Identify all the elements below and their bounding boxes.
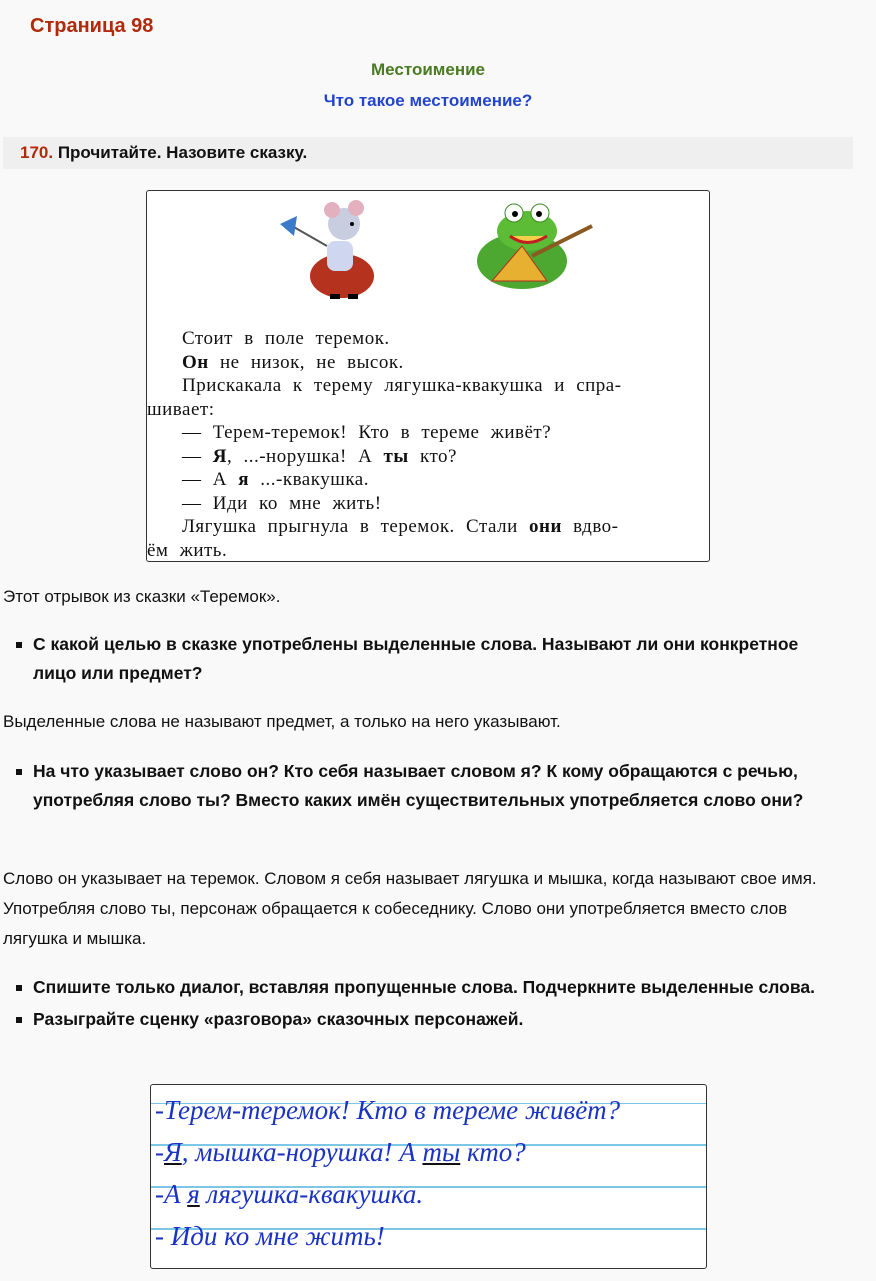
text: -А (155, 1179, 188, 1209)
text: — Иди ко мне жить! (182, 492, 382, 514)
subtopic-heading: Что такое местоимение? (323, 91, 533, 110)
underlined-word: Я (164, 1137, 182, 1167)
text: ...-квакушка. (249, 469, 369, 490)
page-title: Страница 98 (30, 15, 154, 37)
text-line (182, 421, 697, 445)
text: - (155, 1137, 164, 1167)
underlined-word: ты (422, 1137, 461, 1167)
question-list (0, 630, 843, 691)
text-line (182, 468, 697, 492)
underlined-word: я (187, 1179, 200, 1209)
text-line (147, 539, 697, 563)
text: — А (182, 469, 239, 490)
highlighted-word: я (238, 469, 250, 490)
paragraph: Этот отрывок из сказки «Теремок». (3, 587, 281, 606)
answer: Выделенные слова не называют предмет, а только на него указывают. (3, 712, 561, 731)
topic-heading: Местоимение (371, 60, 485, 79)
mouse-illustration (272, 196, 397, 301)
question: С какой целью в сказке употреблены выделенные слова. Называют ли они конкретное лицо или предмет? (33, 630, 843, 688)
exercise-header (3, 137, 853, 169)
text: не низок, не высок. (208, 351, 404, 373)
highlighted-word: ты (383, 445, 409, 467)
text: — Терем-теремок! Кто в тереме живёт? (182, 422, 552, 443)
exercise-task: Прочитайте. Назовите сказку. (57, 143, 308, 162)
question: На что указывает слово он? Кто себя называет словом я? К кому обращаются с речью, употребляя слово ты? Вместо каких имён существительных употребляется слово они? (33, 757, 843, 815)
text: , мышка-норушка! А (181, 1137, 423, 1167)
highlighted-word: Он (182, 351, 209, 373)
question: Спишите только диалог, вставляя пропущенные слова. Подчеркните выделенные слова. (33, 973, 843, 1002)
text: ём жить. (147, 539, 228, 561)
handwritten-line (155, 1137, 526, 1168)
text: кто? (460, 1137, 526, 1167)
text: вдво- (561, 516, 619, 537)
text: лягушка-квакушка. (199, 1179, 424, 1209)
text-line (182, 374, 697, 398)
exercise-number: 170. (20, 143, 54, 162)
text-line (147, 398, 697, 422)
question-list (0, 757, 843, 818)
highlighted-word: они (529, 516, 562, 537)
text-line (182, 351, 697, 375)
question: Разыграйте сценку «разговора» сказочных персонажей. (33, 1005, 843, 1034)
text-line (182, 492, 697, 516)
text-line (182, 445, 697, 469)
text: Стоит в поле теремок. (182, 328, 390, 349)
handwritten-line (155, 1179, 423, 1210)
handwritten-line: - Иди ко мне жить! (155, 1221, 385, 1251)
handwritten-line: -Терем-теремок! Кто в тереме живёт? (155, 1095, 621, 1125)
text-line (182, 515, 697, 539)
text: кто? (408, 445, 457, 467)
textbook-excerpt (146, 190, 710, 562)
answer: Слово он указывает на теремок. Словом я себя называет лягушка и мышка, когда называют свое имя. Употребляя слово ты, персонаж обращается к собеседнику. Слово они употребляется вместо слов лягушка и мышка. (3, 869, 817, 948)
text: Прискакала к терему лягушка-квакушка и спра- (182, 375, 622, 396)
text: шивает: (147, 398, 215, 420)
text: Лягушка прыгнула в теремок. Стали (182, 516, 530, 537)
fairy-tale-text (147, 327, 697, 562)
question-list (0, 973, 843, 1037)
frog-illustration (452, 201, 597, 296)
text-line (182, 327, 697, 351)
text: , ...-норушка! А (226, 445, 384, 467)
text: — (182, 445, 213, 467)
handwritten-answer (150, 1084, 707, 1269)
highlighted-word: Я (212, 445, 227, 467)
